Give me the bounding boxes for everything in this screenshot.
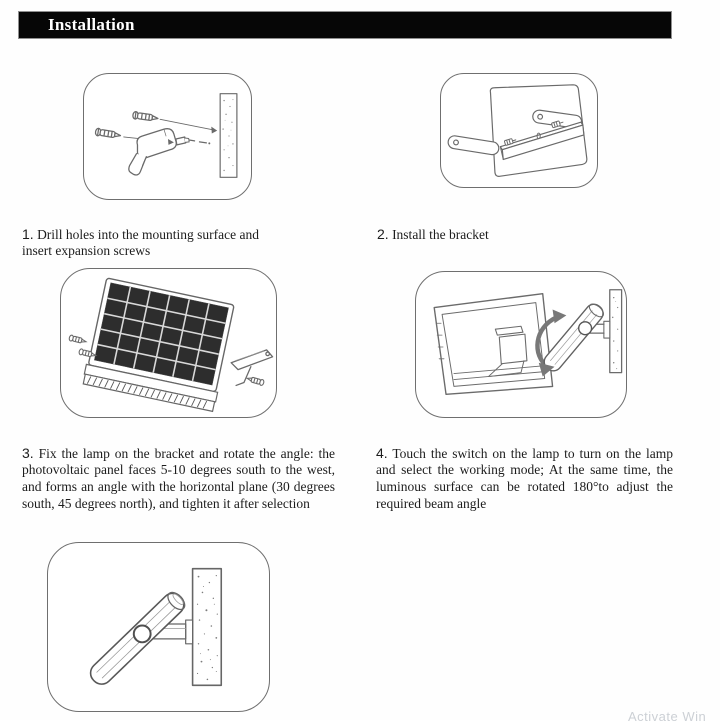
figure-drill-expansion-screws (83, 73, 252, 200)
wall-speckles (612, 297, 618, 369)
section-title: Installation (48, 15, 135, 34)
solar-panel-illustration-icon (61, 269, 276, 417)
mounted-lamp-illustration-icon (48, 543, 269, 711)
step-4-instruction (376, 445, 673, 513)
step-2-text: Install the bracket (388, 226, 489, 242)
wall-speckles (222, 99, 233, 171)
figure-fix-lamp-on-bracket (60, 268, 277, 418)
step-4-text: Touch the switch on the lamp to turn on the lamp and select the working mode; At the same time, the luminous surface can be rotated 180°to adjust the required beam angle (376, 445, 673, 511)
step-3-instruction (22, 445, 335, 513)
figure-install-bracket (440, 73, 598, 188)
section-header-bar (18, 11, 672, 39)
lamp-rotation-illustration-icon (416, 272, 626, 417)
step-2-instruction (377, 226, 657, 244)
bracket-illustration-icon (441, 74, 597, 187)
step-3-text: Fix the lamp on the bracket and rotate the angle: the photovoltaic panel faces 5-10 degrees south to the west, and forms an angle with the horizontal plane (30 degrees south, 45 degrees north), and tighten it after selection (22, 445, 335, 511)
activate-windows-watermark: Activate Win (628, 709, 707, 724)
drill-illustration-icon (84, 74, 251, 199)
step-1-text: Drill holes into the mounting surface and insert expansion screws (22, 226, 260, 259)
step-3-number: 3. (22, 444, 34, 461)
wall-speckles (197, 575, 218, 680)
step-4-number: 4. (376, 444, 388, 461)
step-2-number: 2. (377, 225, 389, 242)
figure-rotate-lamp (415, 271, 627, 418)
step-1-instruction (22, 226, 282, 260)
step-1-number: 1. (22, 225, 34, 242)
figure-lamp-mounted (47, 542, 270, 712)
